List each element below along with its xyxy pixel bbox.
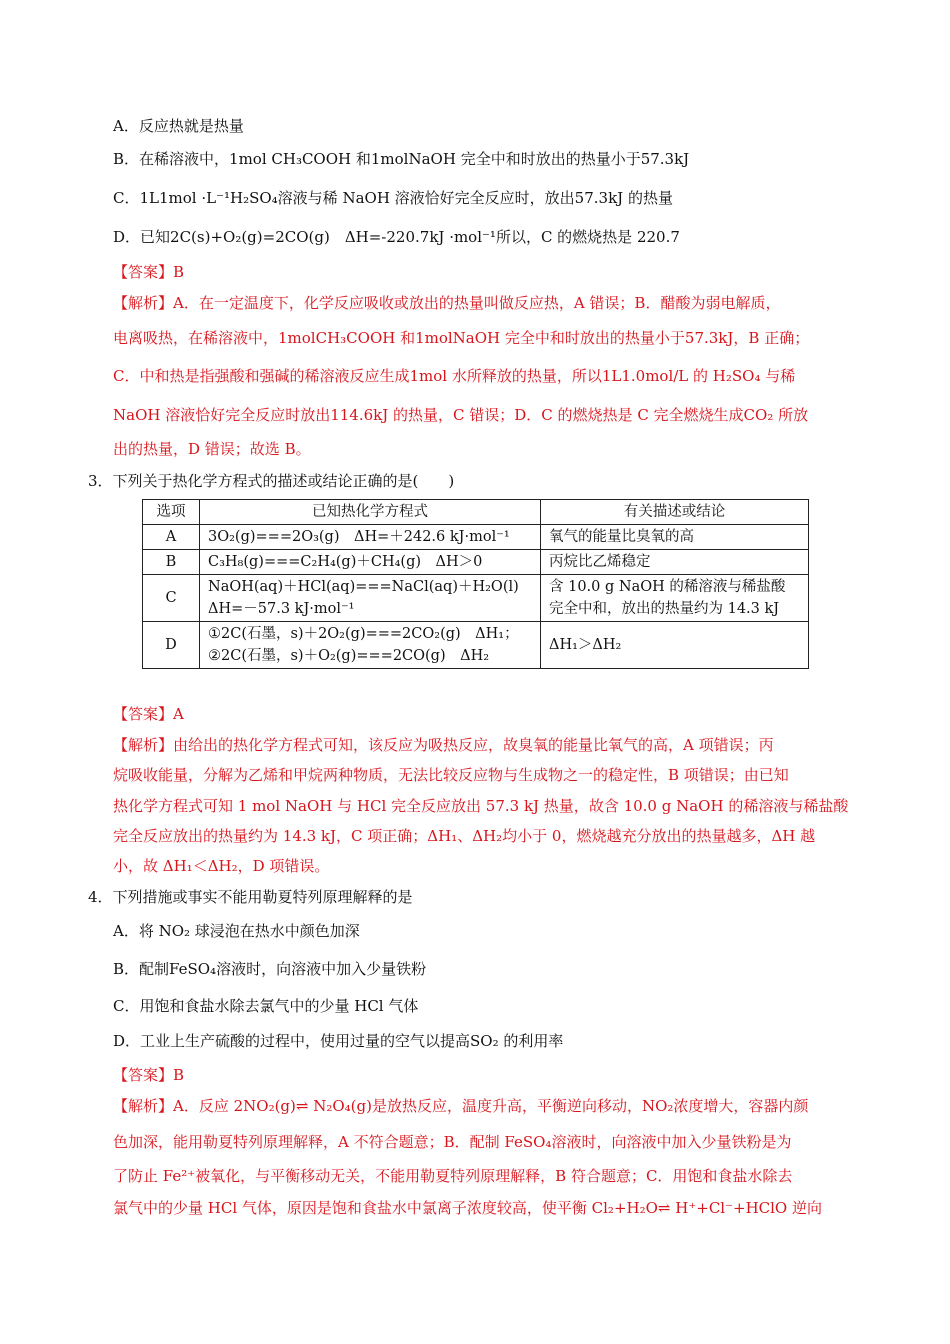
q3-stem: 3．下列关于热化学方程式的描述或结论正确的是( ) bbox=[88, 472, 455, 490]
table-header: 有关描述或结论 bbox=[541, 500, 809, 525]
q3-answer: 【答案】A bbox=[113, 705, 184, 723]
q3-analysis-line: 【解析】由给出的热化学方程式可知，该反应为吸热反应，故臭氧的能量比氧气的高，A 项错误；丙 bbox=[113, 736, 774, 754]
q2-option-a: A．反应热就是热量 bbox=[113, 117, 244, 135]
table-cell-option: D bbox=[143, 622, 200, 669]
equation-line: ①2C(石墨，s)＋2O₂(g)===2CO₂(g) ΔH₁； bbox=[208, 626, 519, 642]
q4-option-d: D．工业上生产硫酸的过程中，使用过量的空气以提高SO₂ 的利用率 bbox=[113, 1032, 564, 1050]
table-row bbox=[143, 622, 809, 669]
description-line: 完全中和，放出的热量约为 14.3 kJ bbox=[549, 601, 780, 617]
q4-analysis-line: 【解析】A．反应 2NO₂(g)⇌ N₂O₄(g)是放热反应，温度升高，平衡逆向移动，NO₂浓度增大，容器内颜 bbox=[113, 1097, 809, 1115]
table-row bbox=[143, 550, 809, 575]
equation-line: ΔH=－57.3 kJ·mol⁻¹ bbox=[208, 601, 355, 617]
q4-analysis-line: 色加深，能用勒夏特列原理解释，A 不符合题意；B．配制 FeSO₄溶液时，向溶液中加入少量铁粉是为 bbox=[113, 1133, 792, 1151]
q3-analysis-line: 热化学方程式可知 1 mol NaOH 与 HCl 完全反应放出 57.3 kJ 热量，故含 10.0 g NaOH 的稀溶液与稀盐酸 bbox=[113, 797, 849, 815]
q3-analysis-line: 小，故 ΔH₁＜ΔH₂，D 项错误。 bbox=[113, 857, 330, 875]
table-cell-description: 丙烷比乙烯稳定 bbox=[541, 550, 809, 575]
q3-analysis-line: 完全反应放出的热量约为 14.3 kJ，C 项正确；ΔH₁、ΔH₂均小于 0，燃烧越充分放出的热量越多，ΔH 越 bbox=[113, 827, 816, 845]
table-cell-equation: C₃H₈(g)===C₂H₄(g)＋CH₄(g) ΔH＞0 bbox=[200, 550, 541, 575]
equation-line: ②2C(石墨，s)＋O₂(g)===2CO(g) ΔH₂ bbox=[208, 648, 490, 664]
q4-analysis-line: 了防止 Fe²⁺被氧化，与平衡移动无关，不能用勒夏特列原理解释，B 符合题意；C．用饱和食盐水除去 bbox=[113, 1167, 793, 1185]
q2-option-b: B．在稀溶液中，1mol CH₃COOH 和1molNaOH 完全中和时放出的热量小于57.3kJ bbox=[113, 150, 690, 168]
table-header: 已知热化学方程式 bbox=[200, 500, 541, 525]
q4-analysis-line: 氯气中的少量 HCl 气体，原因是饱和食盐水中氯离子浓度较高，使平衡 Cl₂+H₂O⇌ H⁺+Cl⁻+HClO 逆向 bbox=[113, 1199, 822, 1217]
equation-line: NaOH(aq)＋HCl(aq)===NaCl(aq)＋H₂O(l) bbox=[208, 579, 519, 595]
q4-option-b: B．配制FeSO₄溶液时，向溶液中加入少量铁粉 bbox=[113, 960, 427, 978]
q2-analysis-line: 电离吸热，在稀溶液中，1molCH₃COOH 和1molNaOH 完全中和时放出的热量小于57.3kJ，B 正确； bbox=[113, 329, 810, 347]
table-cell-option: B bbox=[143, 550, 200, 575]
q2-analysis-line: 出的热量，D 错误；故选 B。 bbox=[113, 440, 311, 458]
q4-option-c: C．用饱和食盐水除去氯气中的少量 HCl 气体 bbox=[113, 997, 419, 1015]
q2-answer: 【答案】B bbox=[113, 263, 185, 281]
description-line: 含 10.0 g NaOH 的稀溶液与稀盐酸 bbox=[549, 579, 786, 595]
q2-option-d: D．已知2C(s)+O₂(g)=2CO(g) ΔH=-220.7kJ ·mol⁻¹所以，C 的燃烧热是 220.7 bbox=[113, 228, 680, 246]
q4-option-a: A．将 NO₂ 球浸泡在热水中颜色加深 bbox=[113, 922, 360, 940]
table-cell-description: ΔH₁＞ΔH₂ bbox=[541, 622, 809, 669]
q2-analysis-line: C．中和热是指强酸和强碱的稀溶液反应生成1mol 水所释放的热量，所以1L1.0mol/L 的 H₂SO₄ 与稀 bbox=[113, 367, 796, 385]
table-row bbox=[143, 525, 809, 550]
q3-table bbox=[142, 499, 809, 669]
q4-answer: 【答案】B bbox=[113, 1066, 185, 1084]
table-cell-equation bbox=[200, 575, 541, 622]
q2-option-c: C．1L1mol ·L⁻¹H₂SO₄溶液与稀 NaOH 溶液恰好完全反应时，放出57.3kJ 的热量 bbox=[113, 189, 673, 207]
table-header-row bbox=[143, 500, 809, 525]
q4-stem: 4．下列措施或事实不能用勒夏特列原理解释的是 bbox=[88, 888, 413, 906]
table-cell-option: C bbox=[143, 575, 200, 622]
table-header: 选项 bbox=[143, 500, 200, 525]
table-cell-equation bbox=[200, 622, 541, 669]
q2-analysis-line: 【解析】A．在一定温度下，化学反应吸收或放出的热量叫做反应热，A 错误；B．醋酸为弱电解质， bbox=[113, 294, 781, 312]
table-row bbox=[143, 575, 809, 622]
q3-analysis-line: 烷吸收能量，分解为乙烯和甲烷两种物质，无法比较反应物与生成物之一的稳定性，B 项错误；由已知 bbox=[113, 766, 789, 784]
table-cell-description bbox=[541, 575, 809, 622]
q2-analysis-line: NaOH 溶液恰好完全反应时放出114.6kJ 的热量，C 错误；D．C 的燃烧热是 C 完全燃烧生成CO₂ 所放 bbox=[113, 406, 809, 424]
table-cell-option: A bbox=[143, 525, 200, 550]
table-cell-equation: 3O₂(g)===2O₃(g) ΔH=＋242.6 kJ·mol⁻¹ bbox=[200, 525, 541, 550]
table-cell-description: 氧气的能量比臭氧的高 bbox=[541, 525, 809, 550]
